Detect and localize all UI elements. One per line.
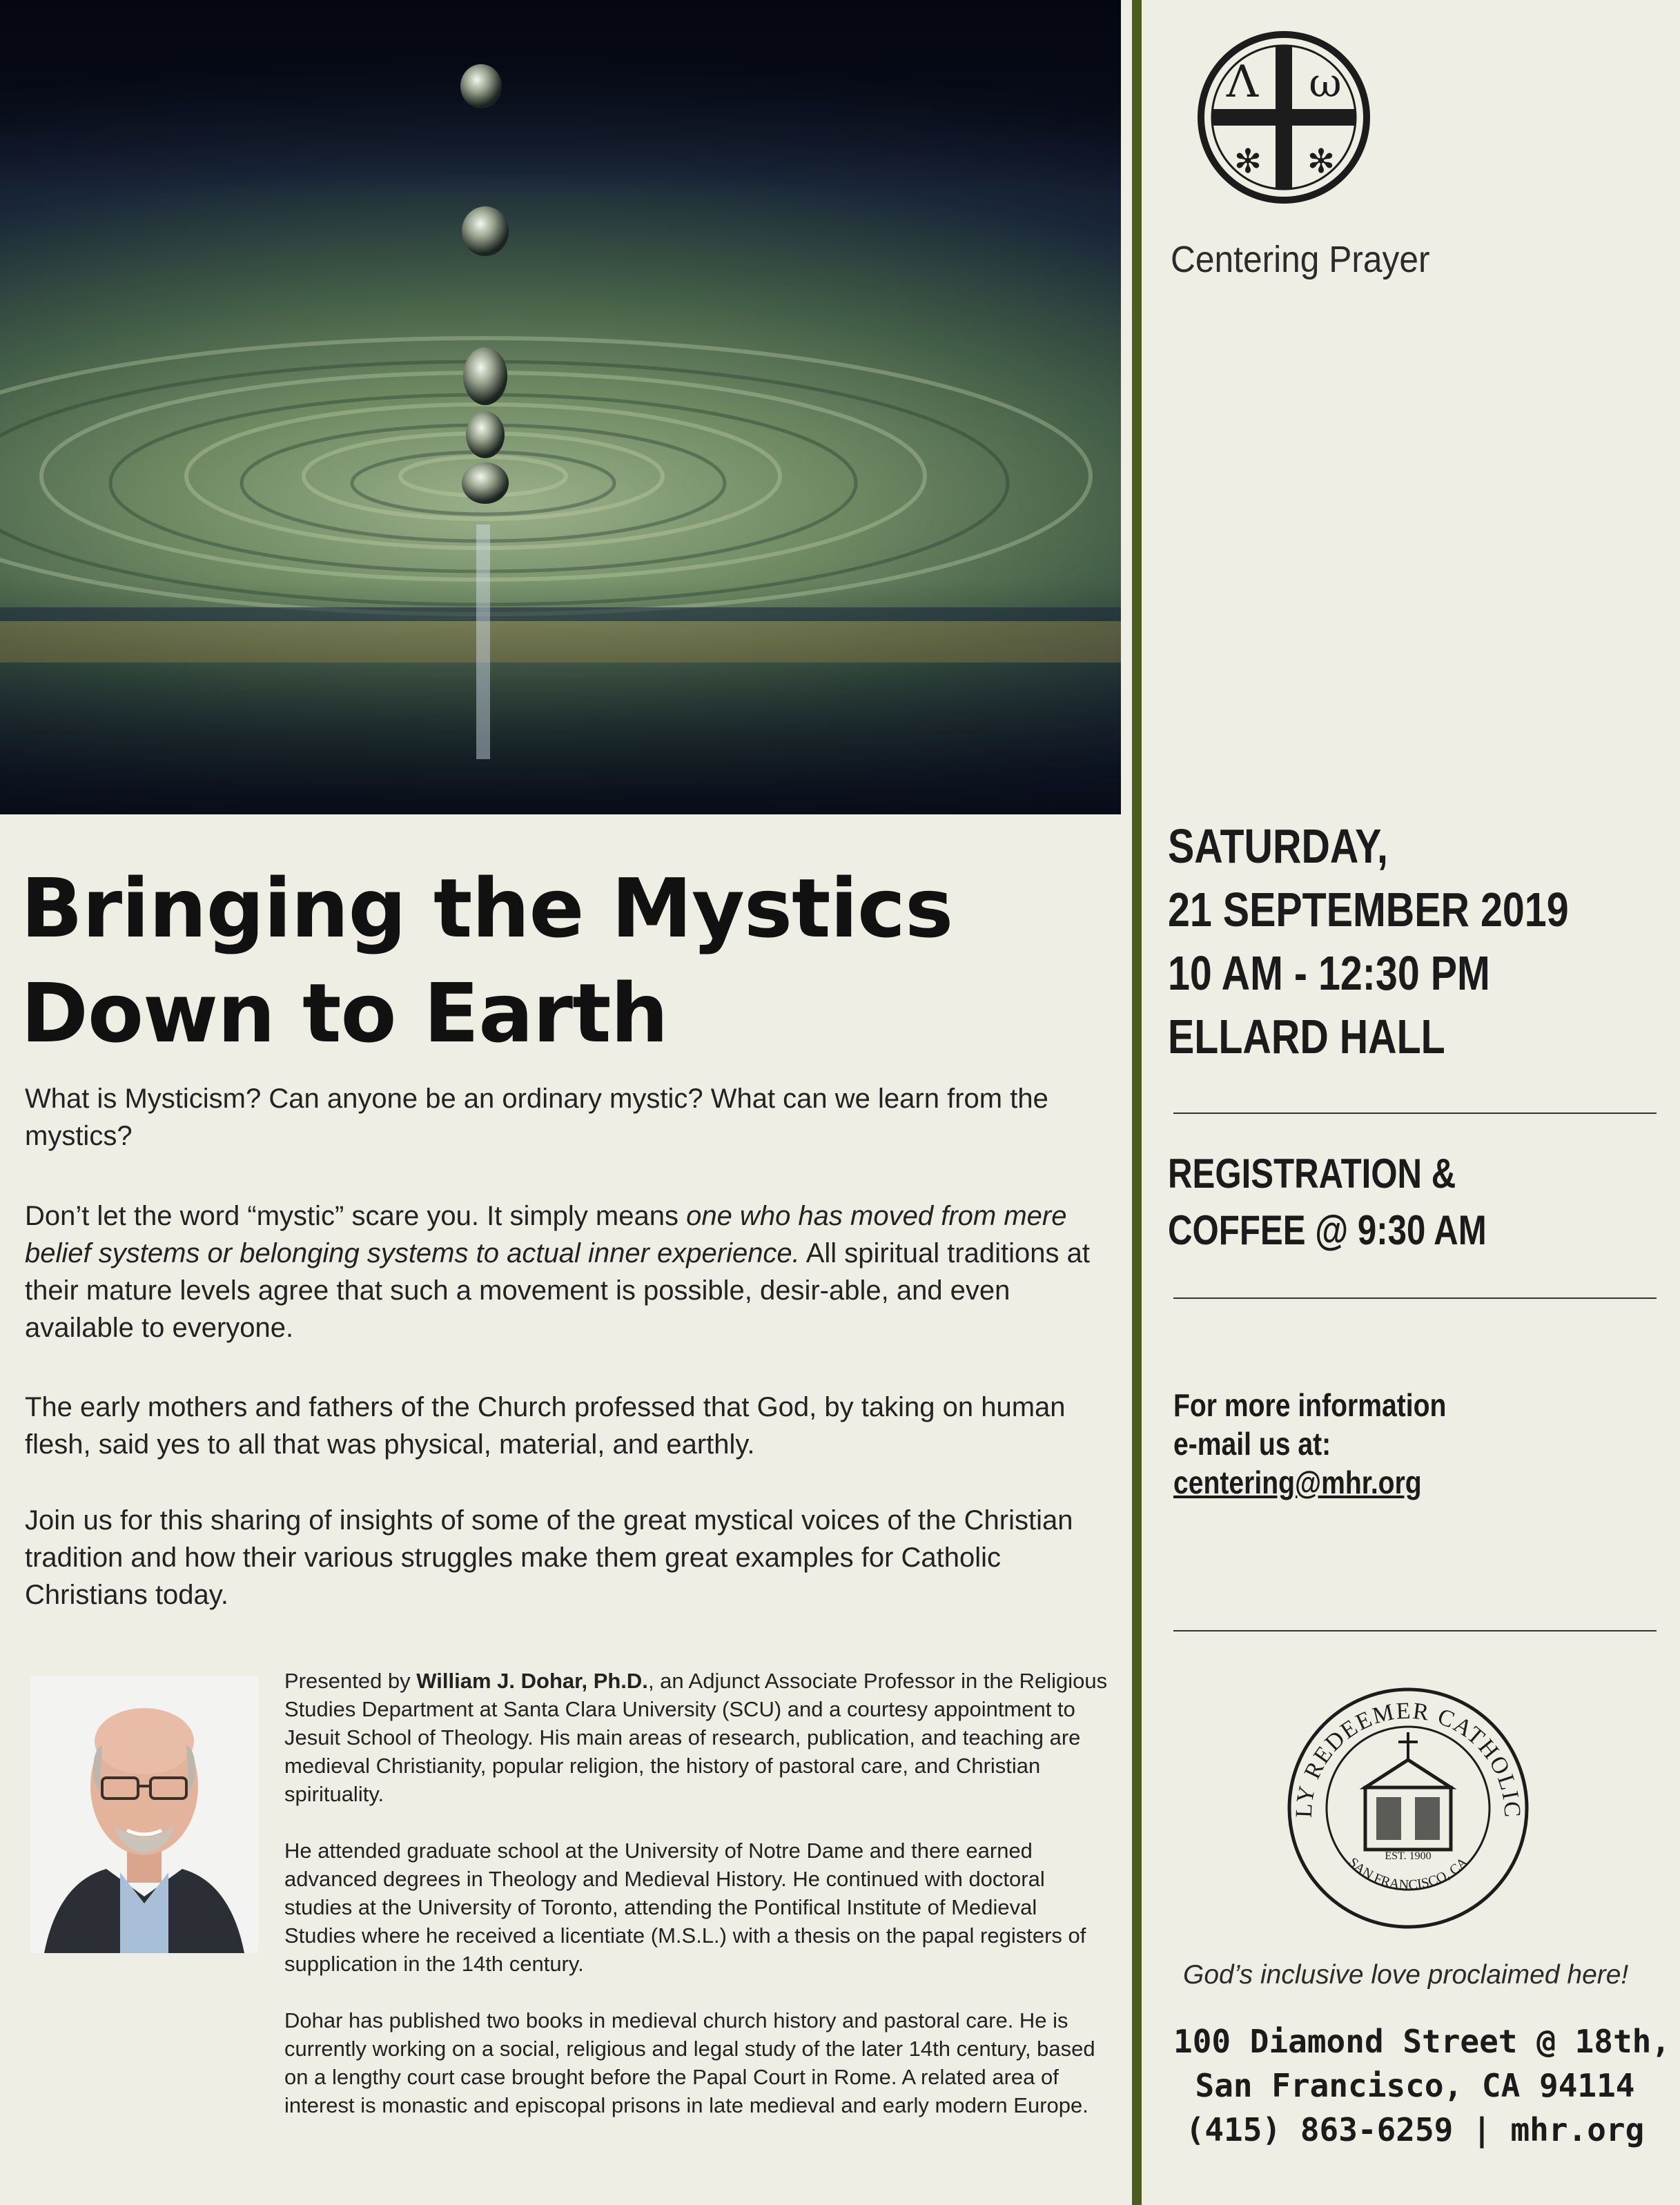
presenter-portrait-illustration (30, 1676, 258, 1953)
presenter-photo (30, 1676, 258, 1953)
seal-city-text: SAN FRANCISCO, CA (1345, 1854, 1471, 1893)
church-seal-icon (1284, 1684, 1532, 1932)
divider-line (1173, 1113, 1657, 1114)
registration-line-1: REGISTRATION & (1168, 1150, 1456, 1197)
definition-paragraph (25, 1197, 1102, 1346)
address-line-1: 100 Diamond Street @ 18th, (1173, 2023, 1671, 2060)
registration-line-2: COFFEE @ 9:30 AM (1168, 1207, 1487, 1253)
svg-text:✻: ✻ (1307, 142, 1336, 181)
event-day: SATURDAY, (1168, 819, 1388, 873)
bio-paragraph-2: He attended graduate school at the University of Notre Dame and there earned advanced degrees in Theology and Medieval History. He continued with doctoral studies at the University of Toronto, attending the Pontifical Institute of Medieval Studies where he received a licentiate (M.S.L.) with a thesis on the papal registers of supplication in the 14th century. (284, 1839, 1086, 1976)
svg-text:Λ: Λ (1226, 57, 1259, 108)
event-location: ELLARD HALL (1168, 1010, 1445, 1064)
address-line-2: San Francisco, CA 94114 (1195, 2067, 1635, 2104)
vertical-divider (1132, 0, 1142, 2205)
address-line-3: (415) 863-6259 | mhr.org (1185, 2111, 1645, 2148)
svg-text:✻: ✻ (1233, 142, 1262, 181)
info-line-1: For more information (1173, 1387, 1447, 1423)
title-line-1: Bringing the Mystics (21, 861, 953, 956)
event-details (1168, 814, 1665, 1068)
church-paragraph: The early mothers and fathers of the Church professed that God, by taking on human flesh, said yes to all that was physical, material, and earthly. (25, 1392, 1066, 1460)
title-line-2: Down to Earth (21, 966, 668, 1061)
church-seal-graphic (1284, 1684, 1532, 1932)
bio-intro: Presented by (284, 1669, 417, 1693)
bio-paragraph-3: Dohar has published two books in medieval church history and pastoral care. He is currently working on a social, religious and legal study of the later 14th century, based on a lengthy court case brought before the Papal Court in Rome. A related area of interest is monastic and episcopal prisons in late medieval and early modern Europe. (284, 2008, 1095, 2117)
church-tagline: God’s inclusive love proclaimed here! (1183, 1960, 1629, 1990)
event-time: 10 AM - 12:30 PM (1168, 946, 1490, 1000)
definition-text-a: Don’t let the word “mystic” scare you. It simply means (25, 1201, 687, 1231)
registration-info (1168, 1146, 1556, 1259)
cross-emblem-icon (1194, 28, 1374, 207)
definition-italic: one who has moved from mere belief systems or belonging systems to actual inner experience. (25, 1201, 1067, 1268)
presenter-name: William J. Dohar, Ph.D. (416, 1669, 648, 1693)
info-line-2: e-mail us at: (1173, 1426, 1331, 1462)
presenter-bio (284, 1667, 1113, 2148)
divider-line (1173, 1297, 1657, 1299)
seal-ring-text: LY REDEEMER CATHOLIC (1291, 1698, 1525, 1819)
page-title (21, 856, 1118, 1066)
intro-paragraph: What is Mysticism? Can anyone be an ordinary mystic? What can we learn from the mystics? (25, 1084, 1048, 1151)
program-name: Centering Prayer (1171, 239, 1430, 280)
contact-info (1173, 1386, 1494, 1502)
seal-est-text: EST. 1900 (1385, 1850, 1432, 1862)
divider-line (1173, 1630, 1657, 1631)
invitation-paragraph: Join us for this sharing of insights of some of the great mystical voices of the Christian tradition and how their various struggles make them great examples for Catholic Christians today. (25, 1505, 1073, 1610)
hero-water-drop-photo (0, 0, 1121, 814)
svg-text:ω: ω (1309, 59, 1342, 106)
event-date: 21 SEPTEMBER 2019 (1168, 883, 1569, 937)
church-address (1173, 2019, 1671, 2152)
contact-email-link[interactable]: centering@mhr.org (1173, 1464, 1422, 1500)
bio-text-1: , an Adjunct Associate Professor in the Religious Studies Department at Santa Clara University (SCU) and a courtesy appointment to Jesuit School of Theology. His main areas of research, publication, and teaching are medieval Christianity, popular religion, the history of pastoral care, and Christian spirituality. (284, 1669, 1108, 1806)
centering-prayer-logo-icon (1194, 28, 1374, 207)
water-drop-illustration (0, 0, 1121, 814)
definition-text-b: All spiritual traditions at their mature levels agree that such a movement is possible, desir-able, and even available to everyone. (25, 1238, 1090, 1343)
bio-paragraph-1 (284, 1667, 1113, 1808)
